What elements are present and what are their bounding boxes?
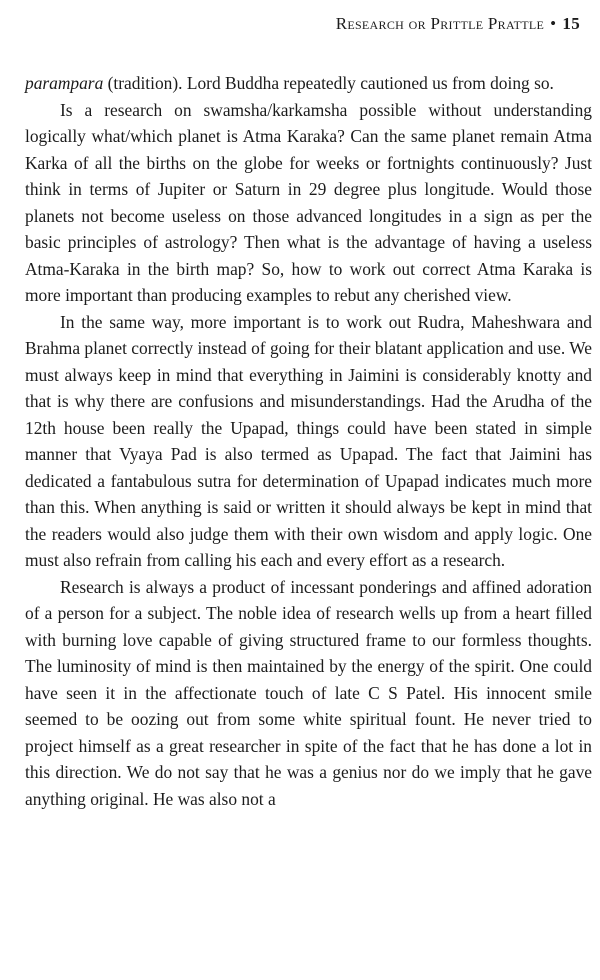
italic-term: parampara [25,73,104,93]
paragraph-1 [25,70,592,97]
running-header [336,14,580,34]
running-title: Research or Prittle Prattle [335,14,545,33]
header-separator: • [550,14,557,33]
paragraph-4: Research is always a product of incessant ponderings and affined adoration of a person for a subject. The noble idea of research wells up from a heart filled with burning love capable of giving structured frame to our formless thoughts. The luminosity of mind is then maintained by the energy of the spirit. One could have seen it in the affectionate touch of late C S Patel. His innocent smile seemed to be oozing out from some white spiritual fount. He never tried to project himself as a great researcher in spite of the fact that he has done a lot in this direction. We do not say that he was a genius nor do we imply that he gave anything original. He was also not a [25,576,592,809]
paragraph-1-text: (tradition). Lord Buddha repeatedly cautioned us from doing so. [103,73,554,93]
page-number: 15 [562,14,580,33]
page-body [25,70,592,812]
paragraph-2: Is a research on swamsha/karkamsha possible without understanding logically what/which planet is Atma Karaka? Can the same planet remain Atma Karka of all the births on the globe for weeks or fortnights continuously? Just think in terms of Jupiter or Saturn in 29 degree plus longitude. Would those planets not become useless on those advanced longitudes in a sign as per the basic principles of astrology? Then what is the advantage of having a useless Atma-Karaka in the birth map? So, how to work out correct Atma Karaka is more important than producing examples to rebut any cherished view. [25,99,592,305]
paragraph-3: In the same way, more important is to work out Rudra, Maheshwara and Brahma planet correctly instead of going for their blatant application and use. We must always keep in mind that everything in Jaimini is considerably knotty and that is why there are confusions and misunderstandings. Had the Arudha of the 12th house been really the Upapad, things could have been stated in simple manner that Vyaya Pad is also termed as Upapad. The fact that Jaimini has dedicated a fantabulous sutra for determination of Upapad indicates much more than this. When anything is said or written it should always be kept in mind that the readers would also judge them with their own wisdom and apply logic. One must also refrain from calling his each and every effort as a research. [25,311,592,570]
